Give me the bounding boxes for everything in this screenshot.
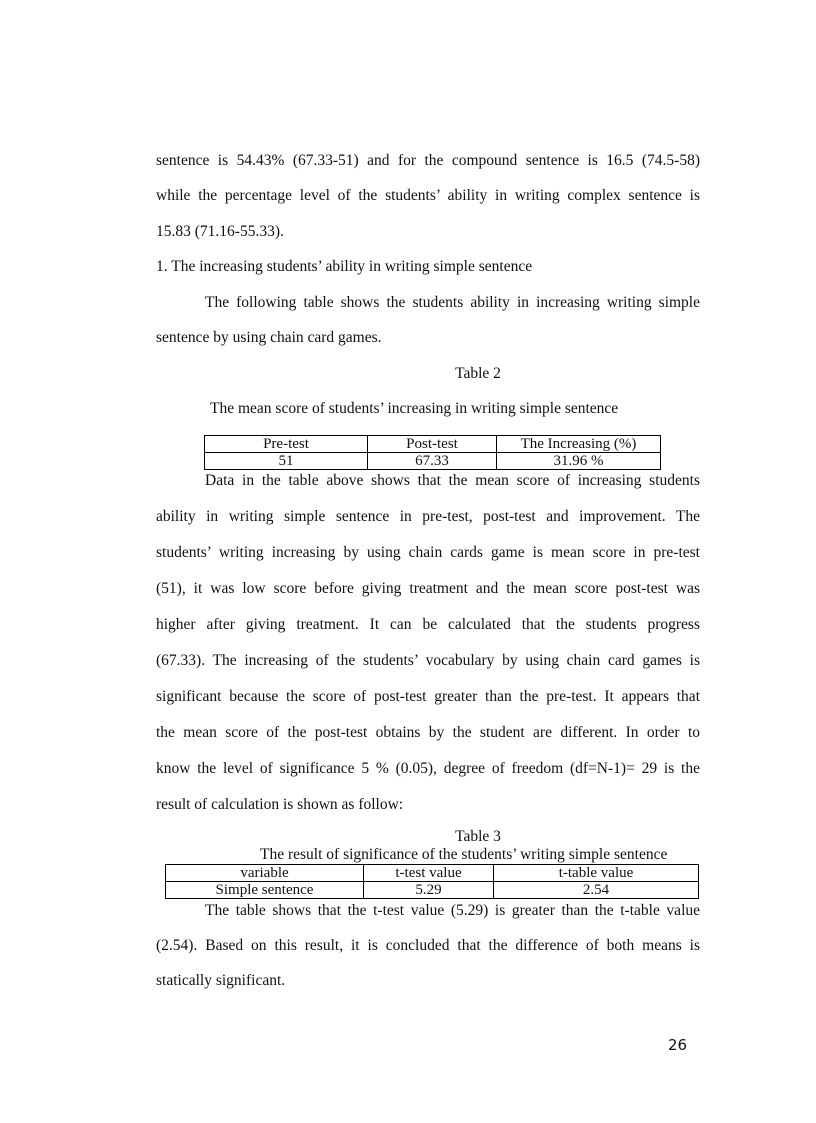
body-text-line: 15.83 (71.16-55.33). [156,223,284,240]
table-header-row [166,865,699,882]
body-text-line: higher after giving treatment. It can be calculated that the students progress [156,616,700,633]
table-header-cell: Pre-test [205,436,368,453]
table-cell: 51 [205,453,368,470]
table-significance [165,864,699,899]
body-text-line: significant because the score of post-test greater than the pre-test. It appears that [156,688,700,705]
table-caption: The result of significance of the students’ writing simple sentence [260,846,668,863]
body-text-line: Data in the table above shows that the mean score of increasing students [205,472,700,489]
table-cell: Simple sentence [166,882,364,899]
body-text-line: The table shows that the t-test value (5.29) is greater than the t-table value [205,902,700,919]
body-text-line: students’ writing increasing by using chain cards game is mean score in pre-test [156,544,700,561]
table-mean-score [204,435,661,470]
body-text-line: sentence by using chain card games. [156,329,382,346]
table-cell: 31.96 % [497,453,661,470]
table-row [205,453,661,470]
table-header-cell: Post-test [368,436,497,453]
table-header-cell: t-test value [364,865,494,882]
section-heading: 1. The increasing students’ ability in writing simple sentence [156,258,533,275]
body-text-line: (67.33). The increasing of the students’ vocabulary by using chain card games is [156,652,700,669]
body-text-line: (2.54). Based on this result, it is concluded that the difference of both means is [156,937,700,954]
table-label: Table 2 [455,365,501,382]
table-cell: 5.29 [364,882,494,899]
body-text-line: The following table shows the students ability in increasing writing simple [205,294,700,311]
table-header-cell: t-table value [494,865,699,882]
body-text-line: ability in writing simple sentence in pre-test, post-test and improvement. The [156,508,700,525]
page-number: 26 [668,1036,688,1054]
table-cell: 67.33 [368,453,497,470]
body-text-line: while the percentage level of the students’ ability in writing complex sentence is [156,187,700,204]
table-caption: The mean score of students’ increasing in writing simple sentence [210,400,619,417]
table-header-cell: The Increasing (%) [497,436,661,453]
body-text-line: sentence is 54.43% (67.33-51) and for the compound sentence is 16.5 (74.5-58) [156,152,700,169]
body-text-line: (51), it was low score before giving treatment and the mean score post-test was [156,580,700,597]
body-text-line: statically significant. [156,972,286,989]
table-header-cell: variable [166,865,364,882]
table-row [166,882,699,899]
table-header-row [205,436,661,453]
table-label: Table 3 [455,828,501,845]
body-text-line: know the level of significance 5 % (0.05), degree of freedom (df=N-1)= 29 is the [156,760,700,777]
body-text-line: the mean score of the post-test obtains by the student are different. In order to [156,724,700,741]
table-cell: 2.54 [494,882,699,899]
body-text-line: result of calculation is shown as follow: [156,796,404,813]
